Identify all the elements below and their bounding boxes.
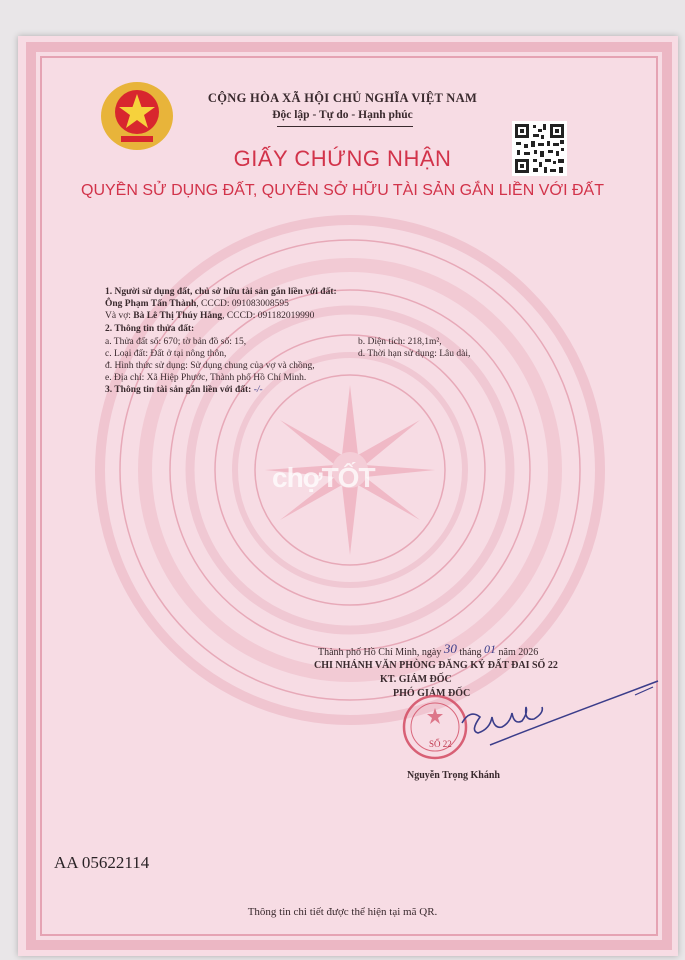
serial-number: AA 05622114 <box>54 853 150 872</box>
owner-name: Ông Phạm Tấn Thành <box>105 299 197 309</box>
signer-name: Nguyễn Trọng Khánh <box>407 770 500 781</box>
qr-footnote: Thông tin chi tiết được thể hiện tại mã QR. <box>247 906 438 918</box>
owner-line <box>105 298 289 310</box>
sign-day: 30 <box>443 641 457 656</box>
certificate-title: GIẤY CHỨNG NHẬN <box>233 146 452 171</box>
country-name: CỘNG HÒA XÃ HỘI CHỦ NGHĨA VIỆT NAM <box>207 91 478 105</box>
parcel-number: a. Thửa đất số: 670; tờ bản đồ số: 15, <box>105 337 247 347</box>
on-behalf-director: KT. GIÁM ĐỐC <box>380 674 452 685</box>
deputy-director-title: PHÓ GIÁM ĐỐC <box>393 688 471 699</box>
motto-underline <box>277 126 413 127</box>
handwritten-signature <box>420 675 665 765</box>
usage-term: d. Thời hạn sử dụng: Lâu dài, <box>358 349 471 359</box>
usage-form: đ. Hình thức sử dụng: Sử dụng chung của vợ và chồng, <box>105 361 315 371</box>
spouse-line <box>105 310 314 322</box>
parcel-address: e. Địa chỉ: Xã Hiệp Phước, Thành phố Hồ Chí Minh. <box>105 373 307 383</box>
national-motto: Độc lập - Tự do - Hạnh phúc <box>272 109 413 121</box>
spouse-id: , CCCD: 091182019990 <box>222 311 315 321</box>
parcel-area: b. Diện tích: 218,1m², <box>358 337 442 347</box>
section1-heading: 1. Người sử dụng đất, chủ sở hữu tài sản gắn liền với đất: <box>105 287 337 297</box>
issuing-office: CHI NHÁNH VĂN PHÒNG ĐĂNG KÝ ĐẤT ĐAI SỐ 22 <box>314 660 558 671</box>
sign-month: 01 <box>484 642 497 656</box>
place-date-prefix: Thành phố Hồ Chí Minh, ngày <box>318 647 442 658</box>
month-label: tháng <box>459 647 482 658</box>
owner-id: , CCCD: 091083008595 <box>196 299 289 309</box>
section3-heading: 3. Thông tin tài sản gắn liền với đất: <box>105 385 252 395</box>
spouse-prefix: Và vợ: <box>105 311 134 321</box>
certificate-subtitle: QUYỀN SỬ DỤNG ĐẤT, QUYỀN SỞ HỮU TÀI SẢN GẮN LIỀN VỚI ĐẤT <box>81 182 604 199</box>
sign-year: năm 2026 <box>498 647 539 658</box>
section3-line <box>105 384 263 396</box>
spouse-name: Bà Lê Thị Thúy Hằng <box>133 311 223 321</box>
land-type: c. Loại đất: Đất ở tại nông thôn, <box>105 349 227 359</box>
section2-heading: 2. Thông tin thửa đất: <box>105 324 195 334</box>
chotot-watermark: chợTỐT <box>272 462 375 493</box>
section3-value: -/- <box>253 385 263 395</box>
place-date-line <box>318 641 539 659</box>
stamp-number: SỐ 22 <box>429 739 452 749</box>
